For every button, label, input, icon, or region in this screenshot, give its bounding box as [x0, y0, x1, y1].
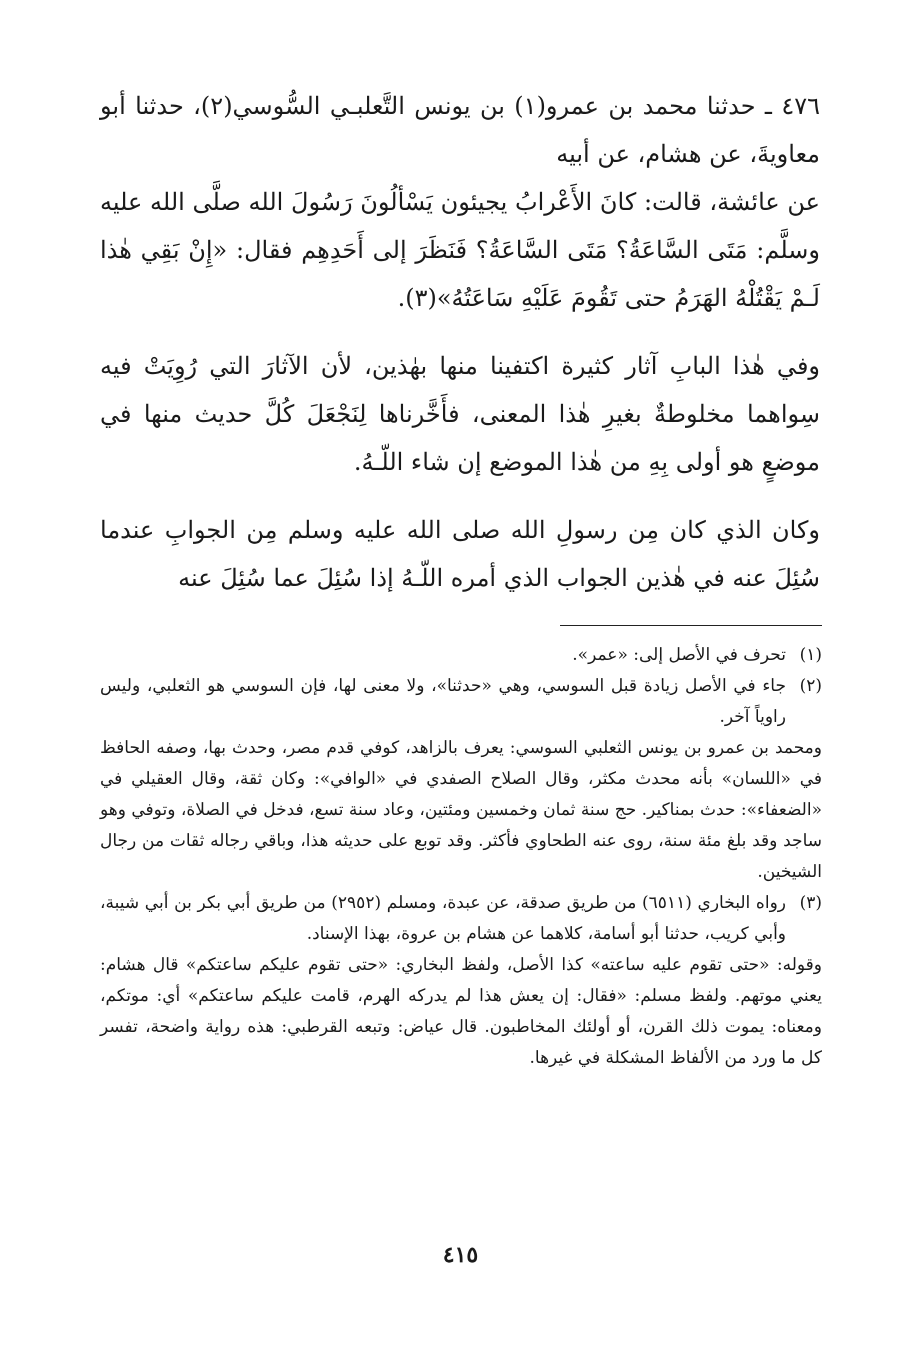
paragraph-jawab: وكان الذي كان مِن رسولِ الله صلى الله عليه وسلم مِن الجوابِ عندما سُئِلَ عنه في هٰذين الجواب الذي أمره اللّـهُ إذا سُئِلَ عما سُئِلَ عنه — [100, 516, 820, 592]
hadith-heading: ٤٧٦ ـ حدثنا محمد بن عمرو(١) بن يونس التَّعلبـي السُّوسي(٢)، حدثنا أبو معاويةَ، عن هشام، عن أبيه — [100, 92, 820, 168]
footnote-number: (١) — [799, 645, 822, 665]
footnote-2 — [100, 671, 822, 733]
footnote-2-continuation: ومحمد بن عمرو بن يونس الثعلبي السوسي: يعرف بالزاهد، كوفي قدم مصر، وحدث بها، وصفه الحافظ في «اللسان» بأنه محدث مكثر، وقال الصلاح الصفدي في «الوافي»: وكان ثقة، وقال العقيلي في «الضعفاء»: حدث بمناكير. حج سنة ثمان وخمسين ومئتين، وعاد سنة تسع، فدخل في الصلاة، وتوفي وهو ساجد وقد بلغ مئة سنة، روى عنه الطحاوي فأكثر. وقد توبع على حديثه هذا، وباقي رجاله ثقات من رجال الشيخين. — [100, 738, 822, 882]
footnote-separator — [560, 625, 822, 626]
footnote-text: جاء في الأصل زيادة قبل السوسي، وهي «حدثنا»، ولا معنى لها، فإن السوسي هو الثعلبي، وليس راوياً آخر. — [100, 676, 786, 727]
paragraph-athar: وفي هٰذا البابِ آثار كثيرة اكتفينا منها بهٰذين، لأن الآثارَ التي رُوِيَتْ فيه سِواهما مخلوطةٌ بغيرِ هٰذا المعنى، فأَخَّرناها لِنَجْعَلَ كُلَّ حديث منها في موضعٍ هو أولى بِهِ من هٰذا الموضع إن شاء اللّـهُ. — [100, 352, 820, 476]
footnote-1 — [100, 640, 822, 671]
hadith-body: عن عائشة، قالت: كانَ الأَعْرابُ يجيئون يَسْألُونَ رَسُولَ الله صلَّى الله عليه وسلَّم: مَتَى السَّاعَةُ؟ مَتَى السَّاعَةُ؟ فَنَظَرَ إلى أَحَدِهِم فقال: «إِنْ بَقِي هٰذا لَـمْ يَقْتُلْهُ الهَرَمُ حتى تَقُومَ عَلَيْهِ سَاعَتُهُ»(٣). — [100, 188, 820, 312]
footnote-3 — [100, 888, 822, 950]
footnotes — [100, 640, 822, 1074]
footnote-number: (٢) — [799, 676, 822, 696]
page-number: ٤١٥ — [442, 1242, 479, 1268]
footnote-3-continuation: وقوله: «حتى تقوم عليه ساعته» كذا الأصل، ولفظ البخاري: «حتى تقوم عليكم ساعتكم» قال هشام: يعني موتهم. ولفظ مسلم: «فقال: إن يعش هذا لم يدركه الهرم، قامت عليكم ساعتكم» أي: موتكم، ومعناه: يموت ذلك القرن، أو أولئك المخاطبون. قال عياض: وتبعه القرطبي: هذه رواية واضحة، تفسر كل ما ورد من الألفاظ المشكلة في غيرها. — [100, 955, 822, 1068]
main-text — [100, 82, 820, 602]
footnote-text: رواه البخاري (٦٥١١) من طريق صدقة، عن عبدة، ومسلم (٢٩٥٢) من طريق أبي بكر بن أبي شيبة، وأبي كريب، حدثنا أبو أسامة، كلاهما عن هشام بن عروة، بهذا الإسناد. — [100, 893, 786, 944]
footnote-number: (٣) — [799, 893, 822, 913]
footnote-text: تحرف في الأصل إلى: «عمر». — [572, 645, 786, 665]
